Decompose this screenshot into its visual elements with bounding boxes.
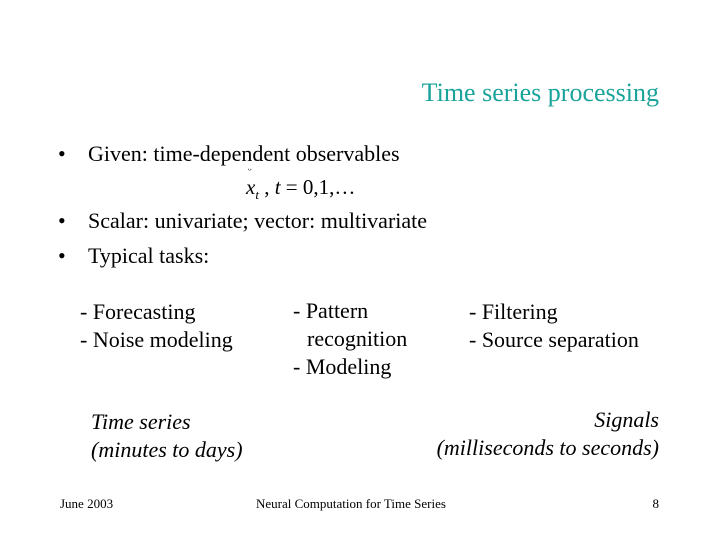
caption-line: (milliseconds to seconds) [436, 435, 659, 460]
formula-separator: , [258, 175, 275, 199]
footer-page-number: 8 [652, 496, 659, 511]
task-item: - Pattern [293, 298, 369, 323]
caption-line: (minutes to days) [91, 437, 243, 462]
formula-observables [246, 163, 356, 203]
formula-rest: = 0,1,… [280, 175, 356, 199]
caption-signals [437, 406, 659, 462]
bullet-tasks [58, 243, 209, 269]
caption-time-series [91, 408, 243, 464]
bullet-symbol: • [58, 243, 66, 268]
slide-title: Time series processing [421, 78, 659, 107]
bullet-text: Given: time-dependent observables [88, 141, 400, 166]
bullet-given [58, 141, 400, 167]
formula-t: t [274, 175, 281, 199]
bullet-symbol: • [58, 208, 66, 233]
footer-course: Neural Computation for Time Series [256, 496, 446, 511]
task-item: - Forecasting [80, 299, 196, 324]
bullet-text: Typical tasks: [88, 243, 210, 268]
tasks-time-series [80, 298, 233, 354]
task-item: recognition [307, 326, 408, 351]
vector-arrow-icon: ᵕ [248, 163, 252, 177]
bullet-symbol: • [58, 141, 66, 166]
caption-line: Signals [594, 407, 659, 432]
task-item: - Modeling [293, 354, 392, 379]
tasks-pattern [293, 297, 407, 381]
task-item: - Source separation [469, 327, 639, 352]
formula-vector-x: ᵕ x [246, 163, 256, 199]
footer-date: June 2003 [60, 496, 114, 511]
caption-line: Time series [91, 409, 191, 434]
tasks-signals [469, 298, 639, 354]
bullet-text: Scalar: univariate; vector: multivariate [88, 208, 428, 233]
task-item: - Noise modeling [80, 327, 233, 352]
bullet-scalar [58, 208, 427, 234]
formula-subscript: t [255, 187, 259, 203]
task-item: - Filtering [469, 299, 558, 324]
